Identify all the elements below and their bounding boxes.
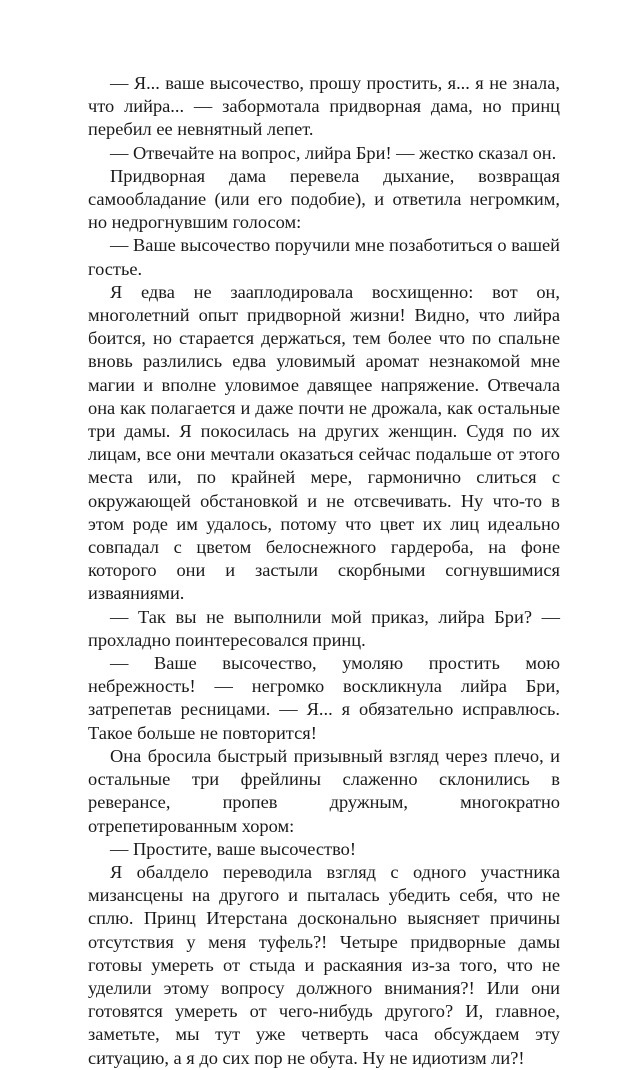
paragraph: Я обалдело переводила взгляд с одного участника мизансцены на другого и пыталась убедить себя, что не сплю. Принц Итерстана досконально выясняет причины отсутствия у меня туфель?! Четыре придворные дамы готовы умереть от стыда и раскаяния из-за того, что не уделили этому вопросу должного внимания?! Или они готовятся умереть от чего-нибудь другого? И, главное, заметьте, мы тут уже четверть часа обсуждаем эту ситуацию, а я до сих пор не обута. Ну не идиотизм ли?! — [88, 861, 560, 1068]
paragraph: — Простите, ваше высочество! — [110, 838, 356, 859]
paragraph: Она бросила быстрый призывный взгляд через плечо, и остальные три фрейлины слаженно склонились в реверансе, пропев дружным, многократно отрепетированным хором: — [88, 745, 560, 836]
book-page-text — [88, 72, 560, 1070]
paragraph: — Ваше высочество поручили мне позаботиться о вашей гостье. — [88, 235, 560, 279]
paragraph: — Ваше высочество, умоляю простить мою небрежность! — негромко воскликнула лийра Бри, затрепетав ресницами. — Я... я обязательно исправлюсь. Такое больше не повторится! — [88, 653, 560, 743]
paragraph: — Так вы не выполнили мой приказ, лийра Бри? — прохладно поинтересовался принц. — [88, 606, 560, 650]
paragraph: Придворная дама перевела дыхание, возвращая самообладание (или его подобие), и ответила негромким, но недрогнувшим голосом: — [88, 165, 560, 233]
paragraph: — Отвечайте на вопрос, лийра Бри! — жестко сказал он. — [110, 142, 557, 163]
paragraph: Я едва не зааплодировала восхищенно: вот он, многолетний опыт придворной жизни! Видно, что лийра боится, но старается держаться, тем более что по спальне вновь разлились едва уловимый аромат незнакомой мне магии и вполне уловимое давящее напряжение. Отвечала она как полагается и даже почти не дрожала, как остальные три дамы. Я покосилась на других женщин. Судя по их лицам, все они мечтали оказаться сейчас подальше от этого места или, по крайней мере, гармонично слиться с окружающей обстановкой и не отсвечивать. Ну что-то в этом роде им удалось, потому что цвет их лиц идеально совпадал с цветом белоснежного гардероба, на фоне которого они и застыли скорбными согнувшимися изваяниями. — [88, 281, 560, 604]
paragraph: — Я... ваше высочество, прошу простить, я... я не знала, что лийра... — забормотала придворная дама, но принц перебил ее невнятный лепет. — [88, 73, 560, 140]
